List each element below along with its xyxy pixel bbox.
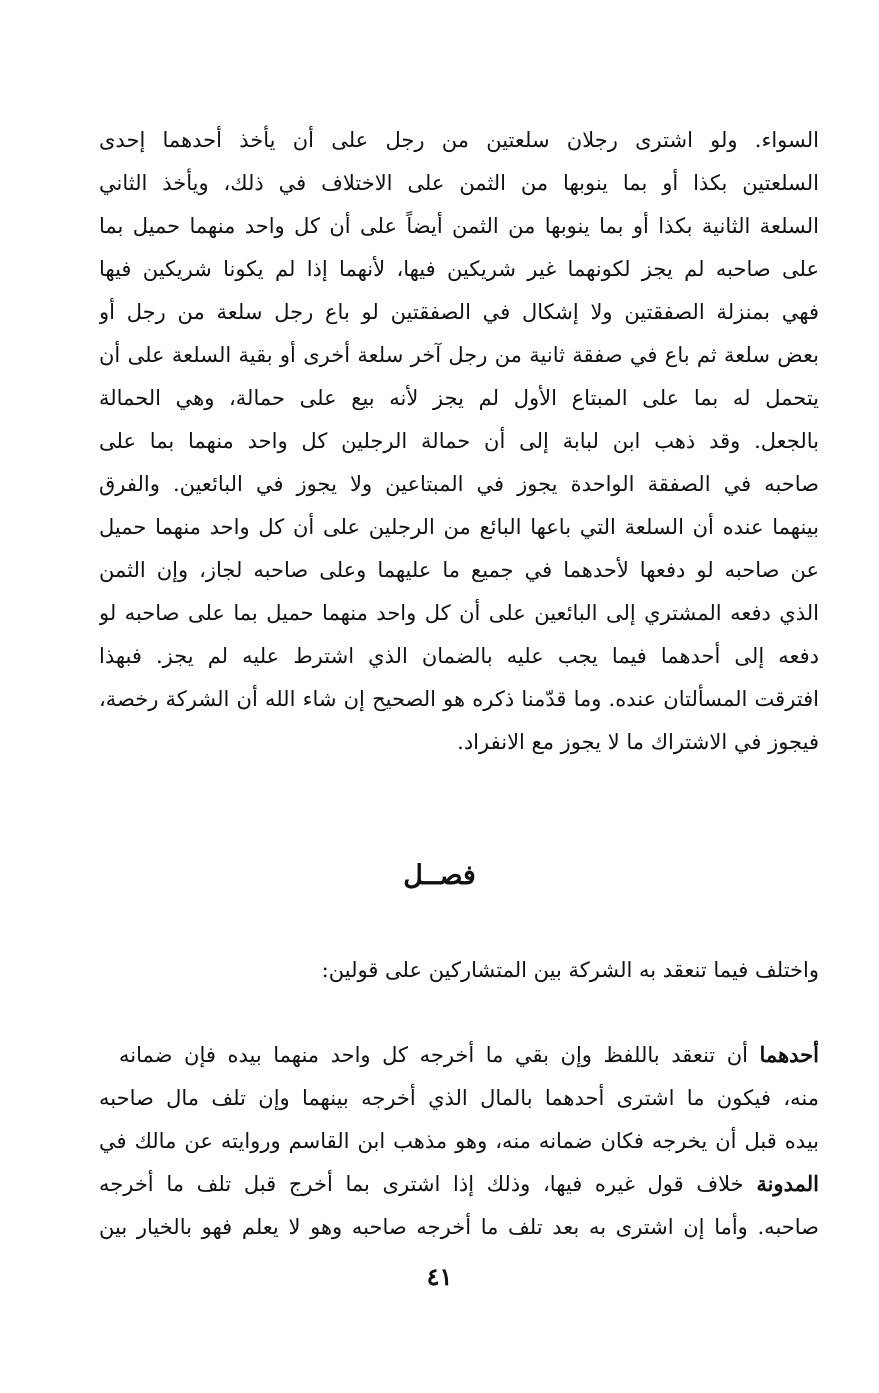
paragraph1-line-12: الذي دفعه المشتري إلى البائعين على أن كل واحد منهما حميل بما على صاحبه لو: [99, 601, 819, 625]
paragraph1-line-10: بينهما عنده أن السلعة التي باعها البائع من الرجلين على أن كل واحد منهما حميل: [99, 515, 819, 539]
intro-line: واختلف فيما تنعقد به الشركة بين المتشاركين على قولين:: [321, 958, 819, 982]
paragraph1-line-1: السواء. ولو اشترى رجلان سلعتين من رجل على أن يأخذ أحدهما إحدى: [99, 128, 819, 152]
paragraph1-line-15: فيجوز في الاشتراك ما لا يجوز مع الانفراد.: [457, 730, 819, 754]
paragraph2-line-3: بيده قبل أن يخرجه فكان ضمانه منه، وهو مذهب ابن القاسم وروايته عن مالك في: [99, 1129, 819, 1153]
paragraph2-lead-word: أحدهما: [759, 1042, 819, 1067]
section-heading: فصــل: [403, 860, 476, 891]
paragraph2-line-5: صاحبه. وأما إن اشترى به بعد تلف ما أخرجه صاحبه وهو لا يعلم فهو بالخيار بين: [99, 1215, 819, 1239]
paragraph1-line-14: افترقت المسألتان عنده. وما قدّمنا ذكره هو الصحيح إن شاء الله أن الشركة رخصة،: [99, 687, 819, 711]
paragraph2-line-4-text: خلاف قول غيره فيها، وذلك إذا اشترى بما أخرج قبل تلف ما أخرجه: [99, 1172, 744, 1196]
paragraph1-line-8: بالجعل. وقد ذهب ابن لبابة إلى أن حمالة الرجلين كل واحد منهما بما على: [99, 429, 819, 453]
paragraph1-line-5: فهي بمنزلة الصفقتين ولا إشكال في الصفقتين لو باع رجل سلعة من رجل أو: [99, 300, 819, 324]
paragraph2-line-1: [119, 1040, 819, 1074]
paragraph1-line-11: عن صاحبه لو دفعها لأحدهما في جميع ما عليهما وعلى صاحبه لجاز، وإن الثمن: [99, 558, 819, 582]
paragraph2-line-1-text: أن تنعقد باللفظ وإن بقي ما أخرجه كل واحد منهما بيده فإن ضمانه: [119, 1043, 748, 1067]
paragraph1-line-6: بعض سلعة ثم باع في صفقة ثانية من رجل آخر سلعة أخرى أو بقية السلعة على أن: [99, 343, 819, 367]
paragraph1-line-13: دفعه إلى أحدهما فيما يجب عليه بالضمان الذي اشترط عليه لم يجز. فبهذا: [99, 644, 819, 668]
paragraph1-line-2: السلعتين بكذا أو بما ينوبها من الثمن على الاختلاف في ذلك، ويأخذ الثاني: [99, 171, 819, 195]
paragraph1-line-9: صاحبه في الصفقة الواحدة يجوز في المبتاعين ولا يجوز في البائعين. والفرق: [99, 472, 819, 496]
paragraph1-line-4: على صاحبه لم يجز لكونهما غير شريكين فيها، لأنهما إذا لم يكونا شريكين فيها: [99, 257, 819, 281]
mudawwana-term: المدونة: [756, 1171, 819, 1196]
paragraph2-line-2: منه، فيكون ما اشترى أحدهما بالمال الذي أخرجه بينهما وإن تلف مال صاحبه: [99, 1086, 819, 1110]
page-number: ٤١: [426, 1262, 453, 1291]
paragraph2-line-4: [99, 1169, 819, 1203]
paragraph1-line-7: يتحمل له بما على المبتاع الأول لم يجز لأنه بيع على حمالة، وهي الحمالة: [99, 386, 819, 410]
paragraph1-line-3: السلعة الثانية بكذا أو بما ينوبها من الثمن أيضاً على أن كل واحد منهما حميل بما: [99, 214, 819, 238]
